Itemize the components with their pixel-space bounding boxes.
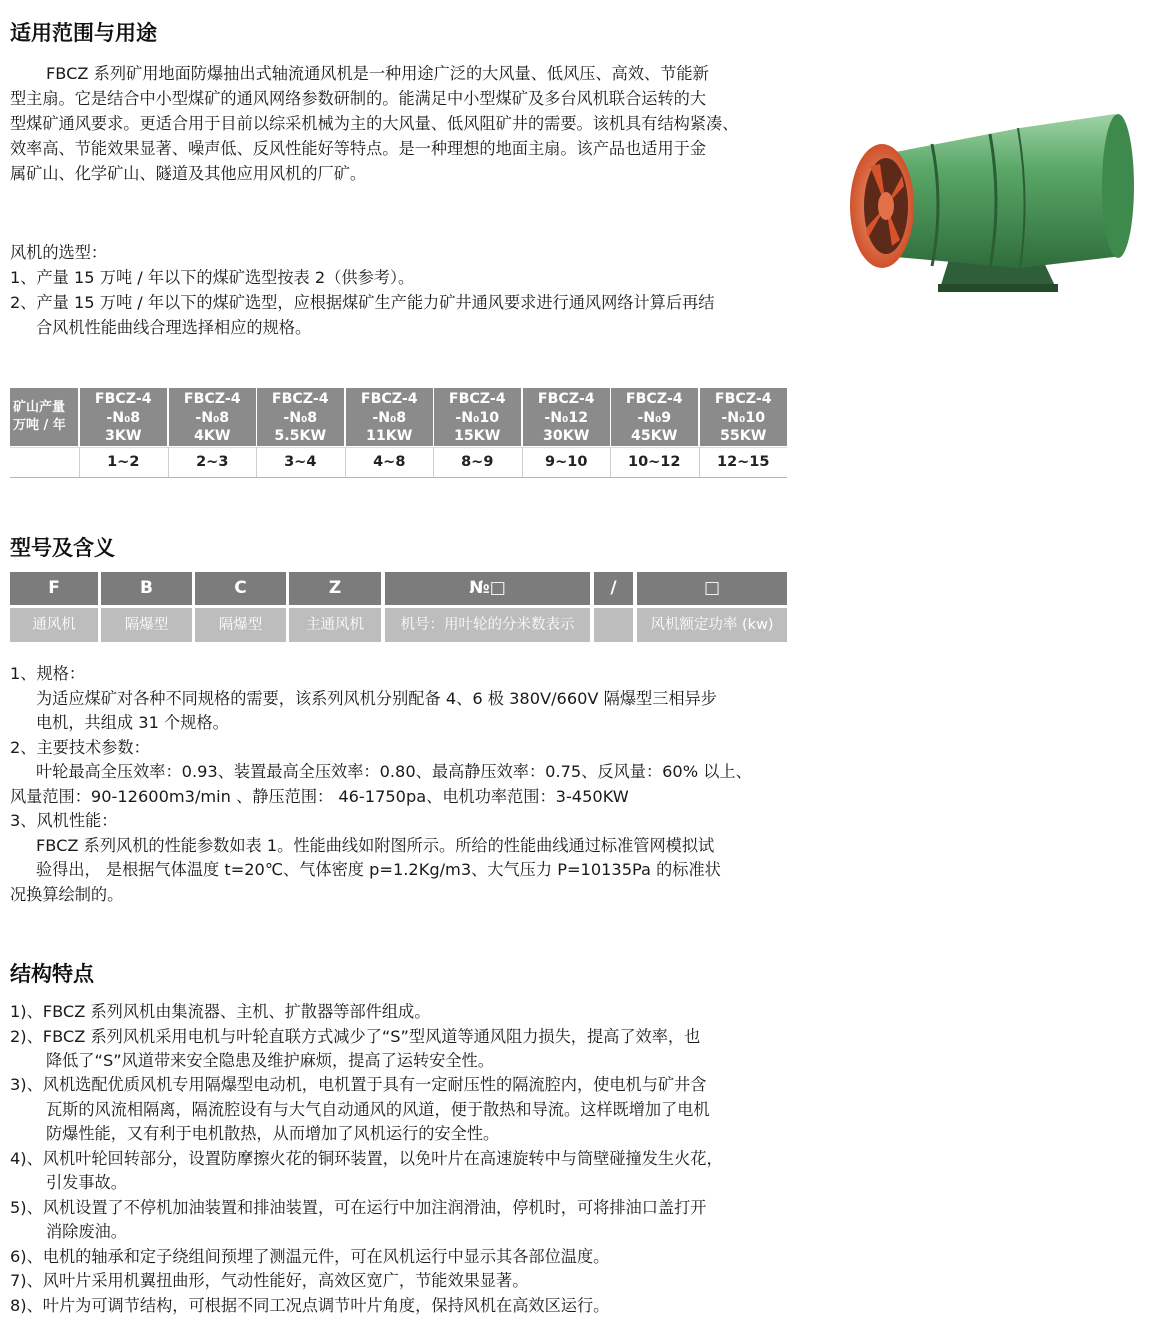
table1-power: 5.5KW	[274, 428, 327, 444]
table1-number: -N₀8	[195, 409, 230, 426]
feature-line-4: 4)、风机叶轮回转部分，设置防摩擦火花的铜环装置，以免叶片在高速旋转中与筒壁碰撞发生火花，	[10, 1149, 723, 1168]
table1-power: 15KW	[454, 428, 501, 444]
table1-output-range: 10~12	[627, 454, 681, 470]
model-code-cell: /	[594, 572, 633, 605]
usage-line-2: 型主扇。它是结合中小型煤矿的通风网络参数研制的。能满足中小型煤矿及多台风机联合运转的大	[10, 89, 707, 108]
tech-line-2: 风量范围：90-12600m3/min 、静压范围： 46-1750pa、电机功率范围：3-450KW	[10, 787, 629, 806]
model-code-cell: F	[10, 572, 98, 605]
table1-number: -N₀12	[544, 409, 589, 426]
feature-line-7: 7)、风叶片采用机翼扭曲形，气动性能好，高效区宽广，节能效果显著。	[10, 1271, 529, 1290]
model-code-cell: C	[195, 572, 286, 605]
table1-header-cell	[700, 388, 787, 446]
table1-model: FBCZ-4	[360, 391, 418, 407]
table1-header-cell	[346, 388, 433, 446]
section-title-model: 型号及含义	[10, 536, 115, 560]
table1-power: 30KW	[543, 428, 590, 444]
table1-power: 45KW	[631, 428, 678, 444]
model-meaning-cell: 隔爆型	[195, 608, 286, 642]
table1-header-cell	[523, 388, 610, 446]
table1-output-range: 3~4	[284, 454, 317, 470]
table1-cell-separator	[522, 448, 523, 477]
table1-header-cell	[169, 388, 256, 446]
model-code-cell: B	[101, 572, 192, 605]
table1-row-header-line1: 矿山产量	[13, 400, 66, 415]
table1-header-cell	[257, 388, 344, 446]
table1-number: -N₀8	[106, 409, 141, 426]
spec-line-1: 为适应煤矿对各种不同规格的需要，该系列风机分别配备 4、6 极 380V/660V 隔爆型三相异步	[36, 689, 717, 708]
model-code-cell: Z	[289, 572, 381, 605]
table1-cell-separator	[699, 448, 700, 477]
table1-number: -N₀9	[637, 409, 672, 426]
table1-header-cell	[80, 388, 167, 446]
table1-number: -N₀10	[455, 409, 500, 426]
table1-model: FBCZ-4	[94, 391, 152, 407]
table1-cell-separator	[610, 448, 611, 477]
table1-cell-separator	[345, 448, 346, 477]
usage-line-4: 效率高、节能效果显著、噪声低、反风性能好等特点。是一种理想的地面主扇。该产品也适用于金	[10, 139, 707, 158]
model-code-cell: □	[637, 572, 787, 605]
table1-cell-separator	[168, 448, 169, 477]
feature-line-2-cont: 降低了“S”风道带来安全隐患及维护麻烦，提高了运转安全性。	[46, 1051, 494, 1070]
feature-line-1: 1)、FBCZ 系列风机由集流器、主机、扩散器等部件组成。	[10, 1002, 431, 1021]
performance-line-1: FBCZ 系列风机的性能参数如表 1。性能曲线如附图所示。所给的性能曲线通过标准管网模拟试	[36, 836, 715, 855]
table1-bottom-line	[10, 477, 787, 478]
feature-line-4-cont: 引发事故。	[46, 1173, 127, 1192]
usage-line-3: 型煤矿通风要求。更适合用于目前以综采机械为主的大风量、低风阻矿井的需要。该机具有结构紧凑、	[10, 114, 739, 133]
spec-line-2: 电机，共组成 31 个规格。	[36, 713, 229, 732]
performance-line-2: 验得出， 是根据气体温度 t=20℃、气体密度 p=1.2Kg/m3、大气压力 P=10135Pa 的标准状	[36, 860, 721, 879]
table1-cell-separator	[433, 448, 434, 477]
feature-line-5: 5)、风机设置了不停机加油装置和排油装置，可在运行中加注润滑油，停机时，可将排油口盖打开	[10, 1198, 707, 1217]
tech-heading: 2、主要技术参数：	[10, 738, 150, 757]
table1-power: 55KW	[720, 428, 767, 444]
table1-output-range: 1~2	[107, 454, 140, 470]
feature-line-3-cont1: 瓦斯的风流相隔离，隔流腔设有与大气自动通风的风道，便于散热和导流。这样既增加了电机	[46, 1100, 710, 1119]
table1-power: 11KW	[366, 428, 413, 444]
performance-line-3: 况换算绘制的。	[10, 885, 124, 904]
usage-line-5: 属矿山、化学矿山、隧道及其他应用风机的厂矿。	[10, 164, 367, 183]
spec-heading: 1、规格：	[10, 664, 86, 683]
table1-output-range: 8~9	[461, 454, 494, 470]
section-title-usage: 适用范围与用途	[10, 21, 157, 45]
selection-title: 风机的选型：	[10, 243, 108, 262]
table1-model: FBCZ-4	[714, 391, 772, 407]
section-title-structure: 结构特点	[10, 962, 94, 986]
table1-output-range: 4~8	[373, 454, 406, 470]
table1-output-range: 12~15	[716, 454, 770, 470]
model-meaning-cell: 风机额定功率 (kw)	[637, 608, 787, 642]
fan-illustration	[840, 106, 1140, 301]
feature-line-6: 6)、电机的轴承和定子绕组间预埋了测温元件，可在风机运行中显示其各部位温度。	[10, 1247, 610, 1266]
table1-header-cell	[434, 388, 521, 446]
performance-heading: 3、风机性能：	[10, 811, 118, 830]
table1-cell-separator	[256, 448, 257, 477]
table1-cell-separator	[79, 448, 80, 477]
feature-line-8: 8)、叶片为可调节结构，可根据不同工况点调节叶片角度，保持风机在高效区运行。	[10, 1296, 610, 1315]
table1-model: FBCZ-4	[625, 391, 683, 407]
tech-line-1: 叶轮最高全压效率：0.93、装置最高全压效率：0.80、最高静压效率：0.75、反风量：60% 以上、	[36, 762, 752, 781]
table1-row-header-line2: 万吨 / 年	[13, 418, 66, 433]
table1-header-cell	[611, 388, 698, 446]
model-meaning-cell: 主通风机	[289, 608, 381, 642]
table1-power: 4KW	[193, 428, 231, 444]
selection-item-2-cont: 合风机性能曲线合理选择相应的规格。	[36, 318, 312, 337]
table1-number: -N₀8	[283, 409, 318, 426]
usage-line-1: FBCZ 系列矿用地面防爆抽出式轴流通风机是一种用途广泛的大风量、低风压、高效、节能新	[46, 64, 709, 83]
model-meaning-cell: 通风机	[10, 608, 98, 642]
table1-power: 3KW	[104, 428, 142, 444]
feature-line-2: 2)、FBCZ 系列风机采用电机与叶轮直联方式减少了“S”型风道等通风阻力损失，提高了效率，也	[10, 1027, 701, 1046]
table1-model: FBCZ-4	[183, 391, 241, 407]
table1-number: -N₀8	[372, 409, 407, 426]
selection-item-2: 2、产量 15 万吨 / 年以下的煤矿选型，应根据煤矿生产能力矿井通风要求进行通风网络计算后再结	[10, 293, 715, 312]
table1-divider	[10, 447, 787, 448]
model-meaning-cell	[594, 608, 633, 642]
model-meaning-cell: 机号：用叶轮的分米数表示	[385, 608, 590, 642]
table1-row-header	[10, 388, 78, 446]
table1-model: FBCZ-4	[448, 391, 506, 407]
selection-item-1: 1、产量 15 万吨 / 年以下的煤矿选型按表 2（供参考）。	[10, 268, 415, 287]
table1-number: -N₀10	[721, 409, 766, 426]
table1-model: FBCZ-4	[537, 391, 595, 407]
model-code-cell: №□	[385, 572, 590, 605]
table1-output-range: 2~3	[196, 454, 229, 470]
feature-line-3-cont2: 防爆性能，又有利于电机散热，从而增加了风机运行的安全性。	[46, 1124, 500, 1143]
table1-model: FBCZ-4	[271, 391, 329, 407]
feature-line-3: 3)、风机选配优质风机专用隔爆型电动机，电机置于具有一定耐压性的隔流腔内，使电机与矿井含	[10, 1075, 707, 1094]
model-meaning-cell: 隔爆型	[101, 608, 192, 642]
table1-output-range: 9~10	[545, 454, 588, 470]
feature-line-5-cont: 消除废油。	[46, 1222, 127, 1241]
